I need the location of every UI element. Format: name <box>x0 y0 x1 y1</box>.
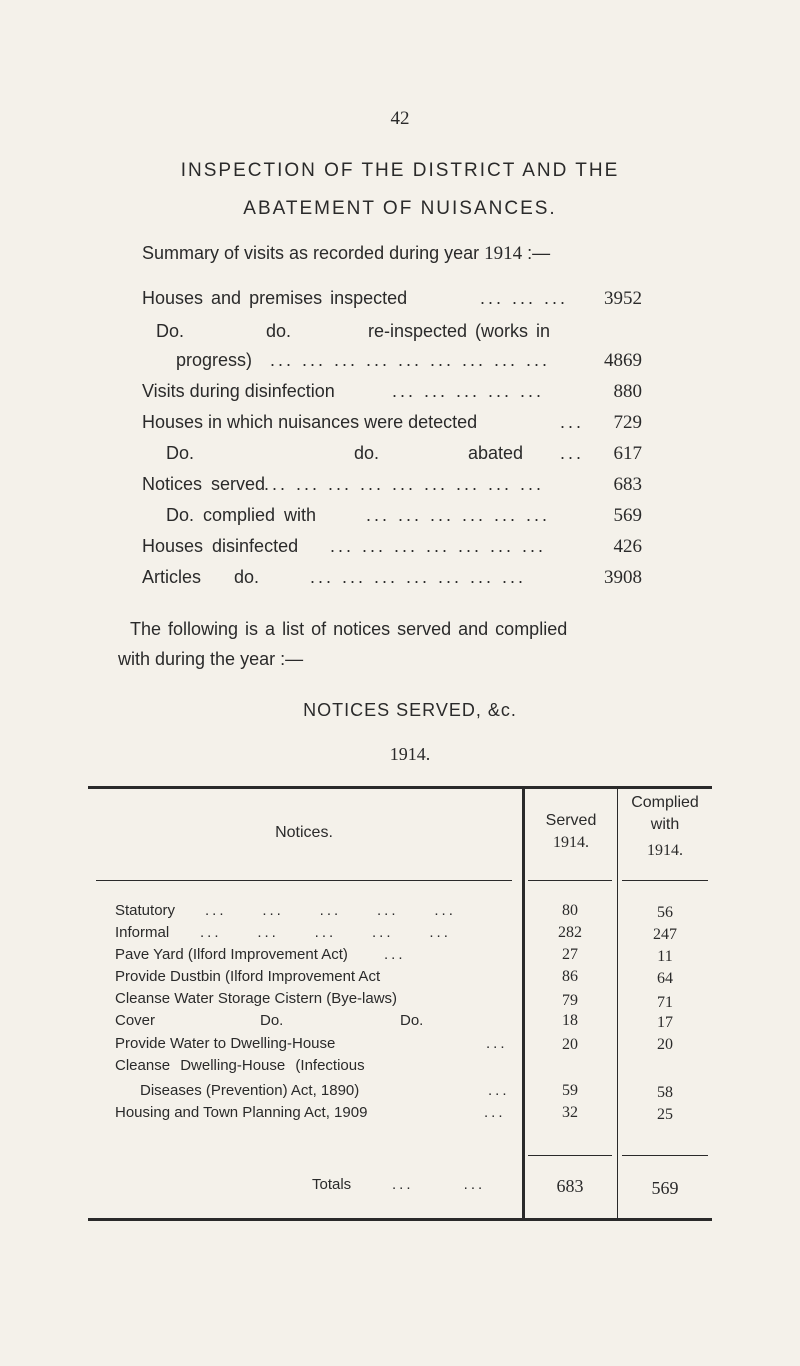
row-label-continuation: Diseases (Prevention) Act, 1890) <box>140 1082 360 1099</box>
row-served: 86 <box>562 968 578 985</box>
leader-dots: ... <box>384 946 406 963</box>
summary-row-value: 3952 <box>604 288 642 309</box>
row-label: Provide Water to Dwelling-House <box>115 1035 336 1052</box>
row-complied: 247 <box>653 926 677 943</box>
summary-row <box>130 567 642 591</box>
row-complied: 71 <box>657 994 673 1011</box>
leader-dots: ... ... ... ... ... <box>205 902 456 919</box>
row-served: 80 <box>562 902 578 919</box>
summary-row <box>130 474 642 498</box>
leader-dots: ... <box>560 412 585 432</box>
section-heading-line-1: INSPECTION OF THE DISTRICT AND THE <box>180 160 620 181</box>
row-complied: 64 <box>657 970 673 987</box>
header-served-line-1: Served <box>545 812 597 829</box>
summary-row <box>130 443 642 467</box>
section-heading-line-2: ABATEMENT OF NUISANCES. <box>243 198 557 219</box>
row-label: Cleanse Dwelling-House (Infectious <box>115 1057 365 1074</box>
header-complied-line-3: 1914. <box>647 842 683 859</box>
summary-row <box>130 381 642 405</box>
leader-dots: ... ... ... ... ... <box>392 381 545 401</box>
summary-row-label: Do. <box>166 443 195 463</box>
totals-label: Totals <box>312 1176 352 1193</box>
totals-complied: 569 <box>651 1178 679 1198</box>
table-top-rule <box>88 786 712 789</box>
summary-row-label-continuation: progress) <box>176 350 253 370</box>
row-served: 20 <box>562 1036 578 1053</box>
totals-served: 683 <box>556 1176 584 1196</box>
summary-row-value: 426 <box>613 536 642 557</box>
row-complied: 20 <box>657 1036 673 1053</box>
summary-row-label: Do. complied with <box>166 505 317 525</box>
summary-intro <box>142 243 550 265</box>
intro-paragraph-line-2: with during the year :— <box>118 649 304 669</box>
summary-row-label: Houses disinfected <box>142 536 299 556</box>
summary-row-label: Visits during disinfection <box>142 381 335 401</box>
leader-dots: ... <box>488 1082 510 1099</box>
intro-paragraph-line-1: The following is a list of notices served and complied <box>130 619 568 639</box>
summary-row-label: Do. <box>156 321 185 341</box>
row-served: 282 <box>558 924 582 941</box>
page-number: 42 <box>390 108 410 129</box>
table-bottom-rule <box>88 1218 712 1221</box>
summary-row-value: 3908 <box>604 567 642 588</box>
row-label: Informal <box>115 924 170 941</box>
row-label: Statutory <box>115 902 176 919</box>
summary-row-continuation <box>130 350 642 374</box>
row-served: 27 <box>562 946 578 963</box>
summary-row-label-ditto: do. <box>266 321 292 341</box>
row-label: Cleanse Water Storage Cistern (Bye-laws) <box>115 990 398 1007</box>
summary-intro-suffix: :— <box>527 243 551 263</box>
row-label: Housing and Town Planning Act, 1909 <box>115 1104 368 1121</box>
summary-row-label-ditto: do. <box>354 443 380 463</box>
row-label: Pave Yard (Ilford Improvement Act) <box>115 946 348 963</box>
row-served: 18 <box>562 1012 578 1029</box>
row-complied: 11 <box>657 948 673 965</box>
leader-dots: ... ... ... <box>480 288 569 308</box>
summary-row <box>130 536 642 560</box>
leader-dots: ... ... ... ... ... ... ... ... ... <box>270 350 551 370</box>
intro-paragraph <box>118 614 712 674</box>
notices-year: 1914. <box>389 744 431 764</box>
summary-row <box>130 288 642 312</box>
header-rule-notices <box>96 880 512 881</box>
leader-dots: ... ... ... ... ... ... ... ... ... <box>264 474 545 494</box>
row-complied: 17 <box>657 1014 673 1031</box>
header-served <box>525 810 617 854</box>
row-served: 32 <box>562 1104 578 1121</box>
leader-dots: ... ... ... ... ... ... ... <box>310 567 527 587</box>
row-served: 79 <box>562 992 578 1009</box>
header-complied-line-2: with <box>650 816 680 833</box>
summary-row-value: 617 <box>613 443 642 464</box>
summary-row <box>130 321 642 345</box>
summary-row-value: 4869 <box>604 350 642 371</box>
leader-dots: ... <box>560 443 585 463</box>
row-label-ditto: Do. <box>400 1012 424 1029</box>
summary-row-label-suffix: abated <box>468 443 524 463</box>
header-rule-served <box>528 880 612 881</box>
summary-row <box>130 412 642 436</box>
notices-title: NOTICES SERVED, &c. <box>303 700 517 720</box>
row-complied: 58 <box>657 1084 673 1101</box>
totals-rule-complied <box>622 1155 708 1156</box>
summary-row-value: 729 <box>613 412 642 433</box>
summary-row-value: 569 <box>613 505 642 526</box>
summary-row-label: Houses and premises inspected <box>142 288 408 308</box>
header-rule-complied <box>622 880 708 881</box>
row-complied: 25 <box>657 1106 673 1123</box>
header-complied <box>618 792 712 862</box>
row-complied: 56 <box>657 904 673 921</box>
summary-row-label-ditto: do. <box>234 567 260 587</box>
summary-row-label: Articles <box>142 567 202 587</box>
summary-row-label: Notices served <box>142 474 266 494</box>
summary-row-value: 880 <box>613 381 642 402</box>
summary-intro-year: 1914 <box>484 243 523 264</box>
row-label: Cover <box>115 1012 156 1029</box>
summary-intro-text: Summary of visits as recorded during year <box>142 243 480 263</box>
header-notices: Notices. <box>275 824 333 841</box>
leader-dots: ... ... ... ... ... ... <box>366 505 551 525</box>
leader-dots: ... <box>486 1035 508 1052</box>
header-served-line-2: 1914. <box>553 834 589 851</box>
leader-dots: ... <box>484 1104 506 1121</box>
totals-rule-served <box>528 1155 612 1156</box>
summary-row-label: Houses in which nuisances were detected <box>142 412 478 432</box>
summary-row <box>130 505 642 529</box>
row-served: 59 <box>562 1082 578 1099</box>
summary-row-value: 683 <box>613 474 642 495</box>
leader-dots: ... ... ... ... ... ... ... <box>330 536 547 556</box>
row-label: Provide Dustbin (Ilford Improvement Act <box>115 968 381 985</box>
row-label-ditto: Do. <box>260 1012 284 1029</box>
leader-dots: ... ... <box>392 1176 486 1193</box>
summary-row-label-suffix: re-inspected (works in <box>368 321 551 341</box>
header-complied-line-1: Complied <box>631 794 699 811</box>
leader-dots: ... ... ... ... ... <box>200 924 451 941</box>
